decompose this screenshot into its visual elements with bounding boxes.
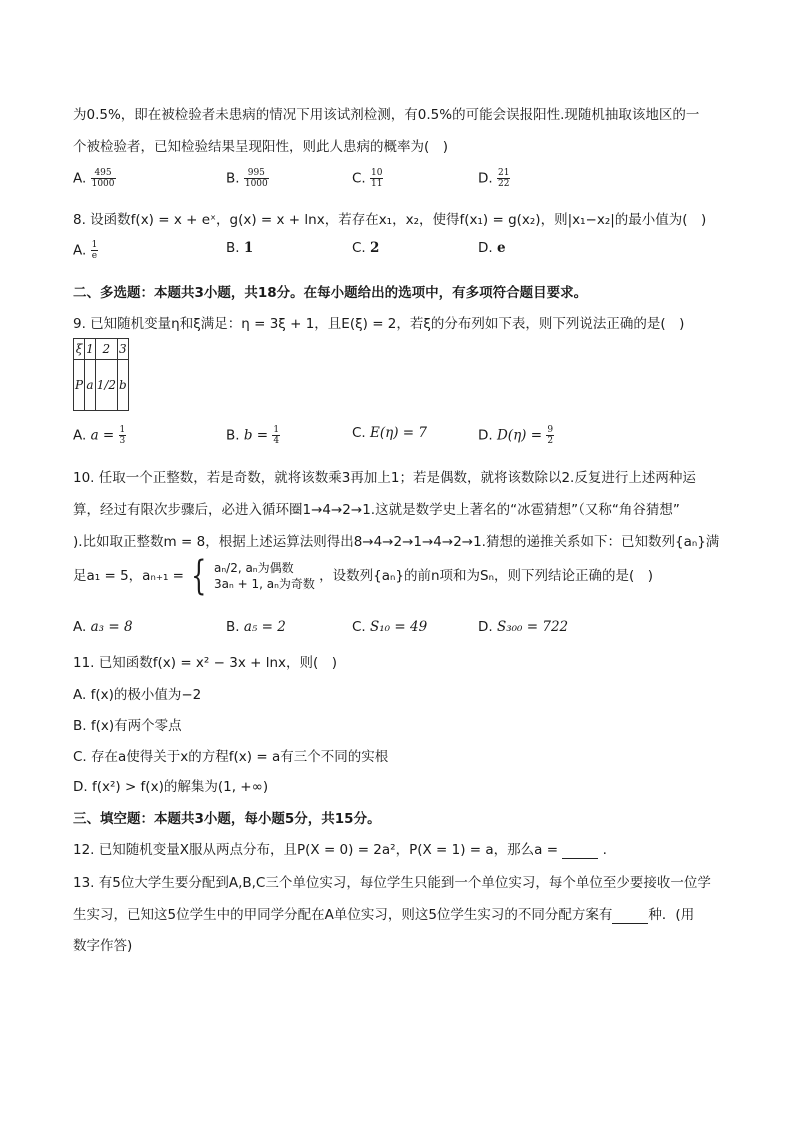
q9-text: 9. 已知随机变量η和ξ满足：η = 3ξ + 1，且E(ξ) = 2，若ξ的分布列如下表，则下列说法正确的是( )	[73, 316, 685, 332]
table-cell: b	[118, 360, 129, 411]
q10-option-b[interactable]: B. a₅ = 2	[226, 619, 286, 635]
q10-recurrence-line	[73, 553, 654, 599]
q7-option-d[interactable]: D. $\frac{21}{22}$	[478, 168, 510, 189]
q10-recurrence-cases	[214, 560, 315, 592]
q10-recurrence-suffix: ，设数列{aₙ}的前n项和为Sₙ，则下列结论正确的是( )	[319, 568, 654, 584]
table-cell: a	[85, 360, 96, 411]
q10-recurrence-prefix: 足a₁ = 5，aₙ₊₁ =	[73, 568, 184, 584]
q13-text-line2	[73, 903, 694, 924]
q10-case-even: aₙ/2, aₙ为偶数	[214, 561, 294, 575]
q11-text: 11. 已知函数f(x) = x² − 3x + lnx，则( )	[73, 655, 338, 671]
q11-option-c[interactable]: C. 存在a使得关于x的方程f(x) = a有三个不同的实根	[73, 749, 389, 765]
q12-text	[73, 838, 607, 859]
q9-option-b[interactable]: B. b = $\frac{1}{4}$	[226, 425, 280, 446]
q12-text-prefix: 12. 已知随机变量X服从两点分布，且P(X = 0) = 2a²，P(X = 1) = a，那么a =	[73, 842, 559, 858]
q8-options	[73, 240, 773, 268]
q10-case-odd: 3aₙ + 1, aₙ为奇数	[214, 577, 315, 591]
section-multiple-choice-heading: 二、多选题：本题共3小题，共18分。在每小题给出的选项中，有多项符合题目要求。	[73, 285, 588, 301]
q13-answer-blank[interactable]	[612, 907, 648, 924]
q10-option-a[interactable]: A. a₃ = 8	[73, 619, 133, 635]
q8-option-b[interactable]: B. 1	[226, 240, 254, 256]
table-cell: 1	[85, 339, 96, 360]
section-fill-blank-heading: 三、填空题：本题共3小题，每小题5分，共15分。	[73, 811, 381, 827]
q12-answer-blank[interactable]	[562, 842, 598, 859]
q10-text-line3: ).比如取正整数m = 8，根据上述运算法则得出8→4→2→1→4→2→1.猜想的递推关系如下：已知数列{aₙ}满	[73, 534, 720, 550]
q7-text-line2: 个被检验者，已知检验结果呈现阳性，则此人患病的概率为( )	[73, 139, 449, 155]
q13-text-line1: 13. 有5位大学生要分配到A,B,C三个单位实习，每位学生只能到一个单位实习，每个单位至少要接收一位学	[73, 875, 711, 891]
q7-option-a[interactable]: A. $\frac{495}{1000}$	[73, 168, 115, 189]
q10-text-line1: 10. 任取一个正整数，若是奇数，就将该数乘3再加上1；若是偶数，就将该数除以2.反复进行上述两种运	[73, 470, 696, 486]
q13-text-suffix: 种．(用	[648, 907, 695, 923]
q9-options	[73, 425, 773, 453]
q11-option-a[interactable]: A. f(x)的极小值为−2	[73, 687, 202, 703]
table-row	[74, 360, 129, 411]
q10-text-line2: 算，经过有限次步骤后，必进入循环圈1→4→2→1.这就是数学史上著名的“冰雹猜想”（又称“角谷猜想”	[73, 502, 680, 518]
q11-option-d[interactable]: D. f(x²) > f(x)的解集为(1, +∞)	[73, 779, 269, 795]
q10-option-c[interactable]: C. S₁₀ = 49	[352, 619, 428, 635]
q9-option-a[interactable]: A. a = $\frac{1}{3}$	[73, 425, 126, 446]
q7-options	[73, 168, 773, 196]
q7-text-line1: 为0.5%，即在被检验者未患病的情况下用该试剂检测，有0.5%的可能会误报阳性.现随机抽取该地区的一	[73, 107, 700, 123]
q8-text: 8. 设函数f(x) = x + eˣ，g(x) = x + lnx，若存在x₁，x₂，使得f(x₁) = g(x₂)，则|x₁−x₂|的最小值为( )	[73, 212, 707, 228]
q12-text-suffix: .	[602, 842, 607, 858]
q9-distribution-table	[73, 338, 129, 411]
q10-options	[73, 619, 773, 647]
table-cell: P	[74, 360, 85, 411]
q8-option-c[interactable]: C. 2	[352, 240, 380, 256]
q7-option-c[interactable]: C. $\frac{10}{11}$	[352, 168, 383, 189]
q7-option-b[interactable]: B. $\frac{995}{1000}$	[226, 168, 268, 189]
table-cell: 3	[118, 339, 129, 360]
q13-text-prefix: 生实习，已知这5位学生中的甲同学分配在A单位实习，则这5位学生实习的不同分配方案有	[73, 907, 613, 923]
q9-option-d[interactable]: D. D(η) = $\frac{9}{2}$	[478, 425, 554, 446]
q13-text-line3: 数字作答)	[73, 938, 133, 954]
table-cell: 2	[95, 339, 117, 360]
table-cell: ξ	[74, 339, 85, 360]
table-row	[74, 339, 129, 360]
left-brace-icon: {	[191, 553, 207, 599]
q10-option-d[interactable]: D. S₃₀₀ = 722	[478, 619, 569, 635]
q8-option-a[interactable]: A. $\frac{1}{e}$	[73, 240, 98, 261]
q11-option-b[interactable]: B. f(x)有两个零点	[73, 718, 182, 734]
q8-option-d[interactable]: D. e	[478, 240, 506, 256]
table-cell: 1/2	[95, 360, 117, 411]
q9-option-c[interactable]: C. E(η) = 7	[352, 425, 427, 441]
